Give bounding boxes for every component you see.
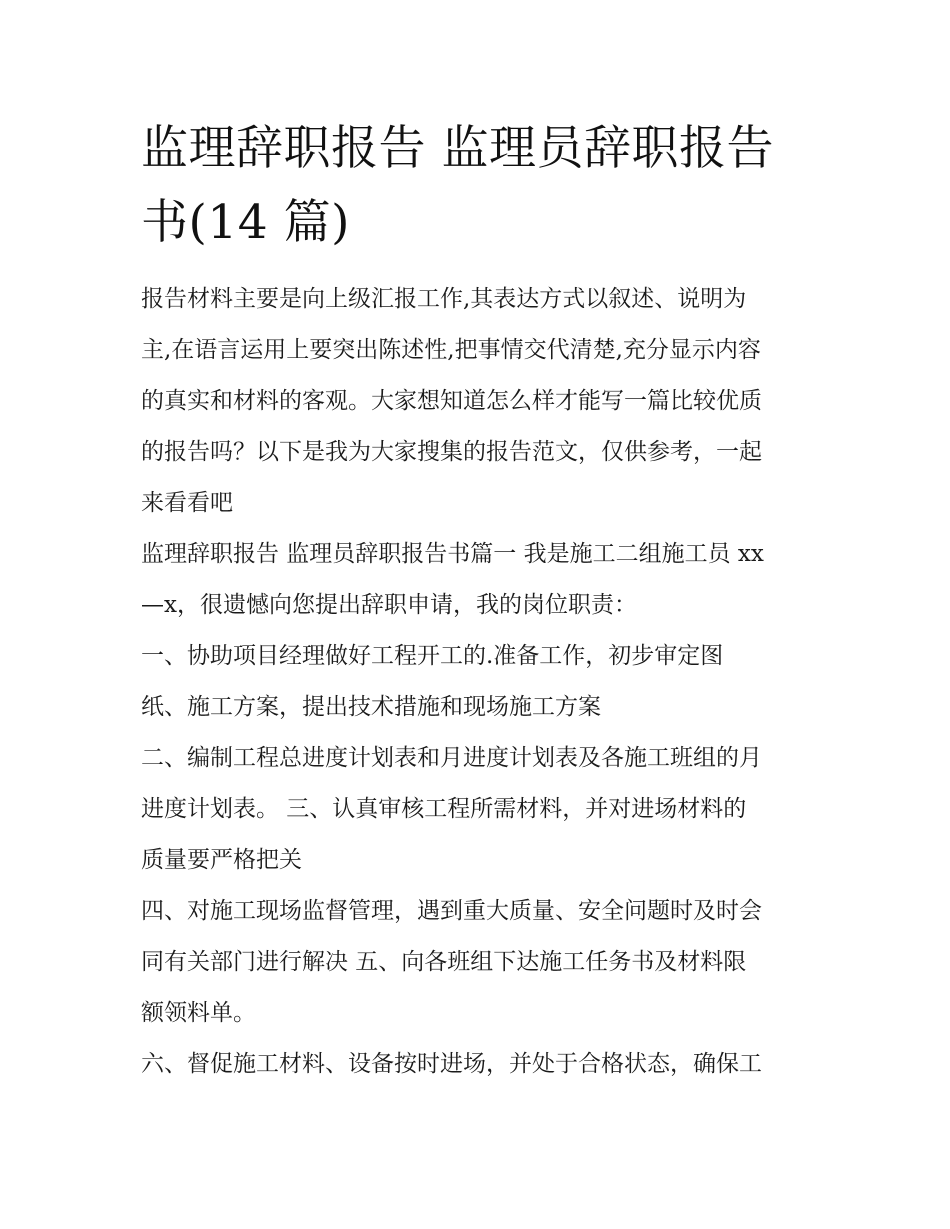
duty-item-paragraph: 六、督促施工材料、设备按时进场，并处于合格状态，确保工 (141, 1051, 762, 1077)
duty-item-paragraph: 二、编制工程总进度计划表和月进度计划表及各施工班组的月 进度计划表。 三、认真审核工程所需材料，并对进场材料的 质量要严格把关 (141, 745, 762, 873)
section-one-intro-paragraph: 监理辞职报告 监理员辞职报告书篇一 我是施工二组施工员 xx —x，很遗憾向您提出辞职申请，我的岗位职责： (141, 541, 764, 618)
document-body (141, 112, 813, 1090)
intro-paragraph: 报告材料主要是向上级汇报工作,其表达方式以叙述、说明为 主,在语言运用上要突出陈述性,把事情交代清楚,充分显示内容 的真实和材料的客观。大家想知道怎么样才能写一篇比较优质 的报告吗？以下是我为大家搜集的报告范文，仅供参考，一起 来看看吧 (141, 286, 762, 516)
duty-item-paragraph: 一、协助项目经理做好工程开工的.准备工作，初步审定图 纸、施工方案，提出技术措施和现场施工方案 (141, 643, 724, 720)
document-title: 监理辞职报告 监理员辞职报告 书(14 篇) (141, 121, 774, 250)
duty-item-paragraph: 四、对施工现场监督管理，遇到重大质量、安全问题时及时会 同有关部门进行解决 五、向各班组下达施工任务书及材料限 额领料单。 (141, 898, 762, 1026)
